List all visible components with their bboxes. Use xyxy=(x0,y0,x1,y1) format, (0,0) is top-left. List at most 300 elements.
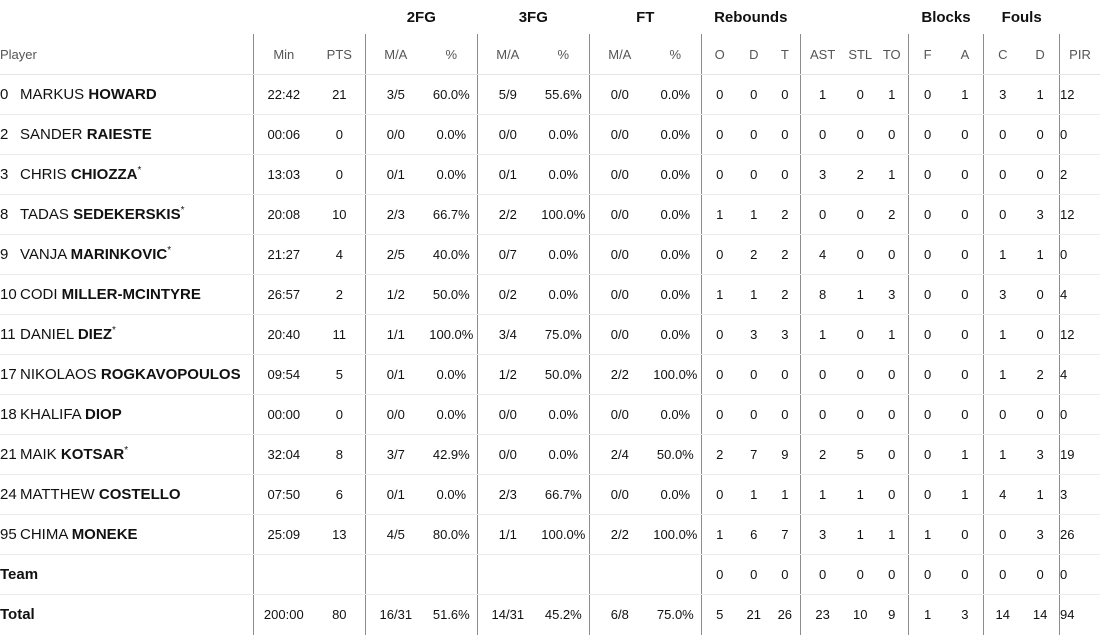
column-header-foul-d[interactable]: D xyxy=(1021,34,1059,75)
jersey-number: 24 xyxy=(0,486,17,503)
cell-blk-f: 0 xyxy=(908,155,946,195)
cell-pir: 0 xyxy=(1060,235,1100,275)
cell-ft-ma: 6/8 xyxy=(589,595,650,635)
cell-to: 0 xyxy=(876,435,908,475)
cell-min: 22:42 xyxy=(253,75,314,115)
cell-foul-d: 3 xyxy=(1021,435,1059,475)
column-header-pir[interactable]: PIR xyxy=(1060,34,1100,75)
cell-reb-t: 0 xyxy=(770,355,800,395)
cell-2fg-pct: 42.9% xyxy=(426,435,477,475)
cell-foul-d: 1 xyxy=(1021,75,1059,115)
cell-foul-c: 1 xyxy=(984,315,1021,355)
cell-2fg-ma xyxy=(365,555,426,595)
cell-2fg-ma: 0/1 xyxy=(365,475,426,515)
cell-blk-f: 0 xyxy=(908,435,946,475)
player-name-cell[interactable] xyxy=(0,115,253,155)
group-header-2fg: 2FG xyxy=(406,8,436,26)
player-name-cell[interactable] xyxy=(0,355,253,395)
cell-blk-f: 0 xyxy=(908,115,946,155)
cell-foul-c: 1 xyxy=(984,435,1021,475)
jersey-number: 17 xyxy=(0,366,17,383)
group-header-rebounds: Rebounds xyxy=(714,8,788,26)
cell-reb-o: 1 xyxy=(701,515,737,555)
cell-3fg-ma: 0/7 xyxy=(477,235,538,275)
cell-reb-t: 1 xyxy=(770,475,800,515)
cell-min: 07:50 xyxy=(253,475,314,515)
jersey-number: 95 xyxy=(0,526,17,543)
cell-to: 0 xyxy=(876,235,908,275)
cell-to: 1 xyxy=(876,515,908,555)
cell-reb-o: 0 xyxy=(701,555,737,595)
cell-foul-d: 0 xyxy=(1021,155,1059,195)
jersey-number: 3 xyxy=(0,166,9,183)
cell-ft-ma: 0/0 xyxy=(589,395,650,435)
cell-to: 0 xyxy=(876,355,908,395)
cell-ft-pct: 0.0% xyxy=(650,195,701,235)
cell-reb-t: 26 xyxy=(777,607,793,623)
cell-blk-f: 0 xyxy=(908,555,946,595)
cell-foul-c: 3 xyxy=(984,75,1021,115)
starter-marker: * xyxy=(167,245,172,256)
player-first-name: TADAS xyxy=(20,206,69,223)
column-header-blk-f[interactable]: F xyxy=(908,34,946,75)
jersey-number: 2 xyxy=(0,126,9,143)
cell-ast: 4 xyxy=(800,235,844,275)
cell-reb-t: 2 xyxy=(770,195,800,235)
cell-stl: 5 xyxy=(845,435,876,475)
cell-3fg-ma: 0/0 xyxy=(477,395,538,435)
cell-reb-t: 2 xyxy=(770,235,800,275)
cell-foul-d: 0 xyxy=(1021,115,1059,155)
cell-reb-o: 0 xyxy=(701,235,737,275)
cell-pir: 19 xyxy=(1060,435,1100,475)
player-first-name: MAIK xyxy=(20,446,57,463)
column-header-reb-o[interactable]: O xyxy=(701,34,737,75)
cell-min: 00:00 xyxy=(253,395,314,435)
cell-pts: 6 xyxy=(314,475,365,515)
column-header-foul-c[interactable]: C xyxy=(984,34,1021,75)
player-row[interactable] xyxy=(0,435,1100,475)
cell-foul-d: 0 xyxy=(1021,395,1059,435)
cell-blk-a: 0 xyxy=(947,155,984,195)
cell-foul-c: 0 xyxy=(984,515,1021,555)
cell-stl: 0 xyxy=(845,395,876,435)
cell-reb-d: 0 xyxy=(738,355,770,395)
cell-blk-f: 0 xyxy=(908,275,946,315)
cell-reb-d: 3 xyxy=(738,315,770,355)
cell-foul-c: 3 xyxy=(984,275,1021,315)
column-header-ft-ma[interactable]: M/A xyxy=(589,34,650,75)
player-first-name: NIKOLAOS xyxy=(20,366,97,383)
cell-reb-o: 2 xyxy=(701,435,737,475)
cell-ft-pct: 0.0% xyxy=(650,275,701,315)
cell-pir: 0 xyxy=(1060,555,1100,595)
cell-min: 21:27 xyxy=(253,235,314,275)
cell-ast: 0 xyxy=(800,195,844,235)
cell-ft-pct: 100.0% xyxy=(650,355,701,395)
cell-blk-a: 0 xyxy=(947,395,984,435)
cell-ft-ma: 2/2 xyxy=(589,515,650,555)
cell-stl: 0 xyxy=(845,75,876,115)
column-header-ft-pct[interactable]: % xyxy=(650,34,701,75)
player-row[interactable] xyxy=(0,515,1100,555)
cell-reb-d: 7 xyxy=(738,435,770,475)
cell-pir: 26 xyxy=(1060,515,1100,555)
cell-2fg-ma: 0/0 xyxy=(365,395,426,435)
cell-pts: 11 xyxy=(314,315,365,355)
cell-3fg-pct: 100.0% xyxy=(538,515,589,555)
group-header-blocks: Blocks xyxy=(921,8,971,26)
cell-reb-d: 0 xyxy=(738,395,770,435)
cell-pir: 3 xyxy=(1060,475,1100,515)
cell-3fg-ma: 1/2 xyxy=(477,355,538,395)
player-row[interactable] xyxy=(0,235,1100,275)
column-header-reb-t[interactable]: T xyxy=(770,34,800,75)
cell-ft-pct: 75.0% xyxy=(656,607,694,623)
cell-3fg-ma: 5/9 xyxy=(477,75,538,115)
column-header-min[interactable]: Min xyxy=(253,34,314,75)
starter-marker: * xyxy=(137,165,142,176)
cell-to: 3 xyxy=(876,275,908,315)
cell-pts: 13 xyxy=(314,515,365,555)
column-header-ast[interactable]: AST xyxy=(800,34,844,75)
cell-pir: 2 xyxy=(1060,155,1100,195)
cell-2fg-pct: 80.0% xyxy=(426,515,477,555)
cell-stl: 2 xyxy=(845,155,876,195)
starter-marker: * xyxy=(124,445,129,456)
team-label: Team xyxy=(0,555,253,595)
cell-to: 1 xyxy=(876,315,908,355)
cell-reb-d: 0 xyxy=(738,75,770,115)
column-header-blk-a[interactable]: A xyxy=(947,34,984,75)
cell-ft-ma: 0/0 xyxy=(589,155,650,195)
cell-reb-o: 0 xyxy=(701,475,737,515)
cell-stl: 0 xyxy=(845,235,876,275)
player-name-cell[interactable] xyxy=(0,75,253,115)
cell-2fg-pct: 60.0% xyxy=(426,75,477,115)
cell-ft-pct: 0.0% xyxy=(650,75,701,115)
cell-min: 00:06 xyxy=(253,115,314,155)
jersey-number: 10 xyxy=(0,286,17,303)
cell-2fg-pct: 50.0% xyxy=(426,275,477,315)
column-header-row xyxy=(0,34,1100,75)
cell-min: 25:09 xyxy=(253,515,314,555)
cell-2fg-pct: 0.0% xyxy=(426,355,477,395)
cell-3fg-pct: 50.0% xyxy=(538,355,589,395)
cell-blk-a: 0 xyxy=(947,235,984,275)
cell-min: 20:40 xyxy=(253,315,314,355)
cell-3fg-ma xyxy=(477,555,538,595)
cell-3fg-pct: 0.0% xyxy=(538,435,589,475)
player-last-name: MONEKE xyxy=(71,526,138,543)
cell-pts: 0 xyxy=(314,115,365,155)
cell-blk-a: 1 xyxy=(947,75,984,115)
cell-2fg-ma: 4/5 xyxy=(365,515,426,555)
cell-pts: 8 xyxy=(314,435,365,475)
cell-2fg-ma: 16/31 xyxy=(365,595,426,635)
cell-foul-c: 0 xyxy=(984,195,1021,235)
player-row[interactable] xyxy=(0,355,1100,395)
cell-stl: 0 xyxy=(845,555,876,595)
cell-stl: 10 xyxy=(853,607,868,623)
player-row[interactable] xyxy=(0,475,1100,515)
player-first-name: VANJA xyxy=(20,246,67,263)
team-row xyxy=(0,555,1100,595)
cell-3fg-ma: 2/2 xyxy=(477,195,538,235)
cell-2fg-ma: 0/1 xyxy=(365,355,426,395)
group-header-3fg: 3FG xyxy=(518,8,548,26)
column-header-3fg-pct[interactable]: % xyxy=(538,34,589,75)
cell-pir: 4 xyxy=(1060,355,1100,395)
cell-blk-f: 0 xyxy=(908,395,946,435)
column-header-3fg-ma[interactable]: M/A xyxy=(477,34,538,75)
cell-3fg-pct: 0.0% xyxy=(538,395,589,435)
cell-ast: 0 xyxy=(800,555,844,595)
cell-3fg-ma: 0/0 xyxy=(477,115,538,155)
cell-to: 0 xyxy=(876,555,908,595)
cell-blk-a: 0 xyxy=(947,195,984,235)
cell-ft-pct: 100.0% xyxy=(650,515,701,555)
cell-3fg-pct: 45.2% xyxy=(544,607,582,623)
cell-reb-d: 1 xyxy=(738,275,770,315)
cell-pts: 0 xyxy=(314,395,365,435)
cell-ast: 0 xyxy=(800,355,844,395)
column-header-pts[interactable]: PTS xyxy=(314,34,365,75)
cell-ft-pct xyxy=(650,555,701,595)
cell-blk-f: 0 xyxy=(908,355,946,395)
cell-blk-a: 0 xyxy=(947,315,984,355)
player-row[interactable] xyxy=(0,195,1100,235)
cell-ft-pct: 50.0% xyxy=(650,435,701,475)
cell-min: 200:00 xyxy=(253,595,314,635)
cell-blk-f: 0 xyxy=(908,75,946,115)
cell-reb-d: 2 xyxy=(738,235,770,275)
column-header-reb-d[interactable]: D xyxy=(738,34,770,75)
player-first-name: MARKUS xyxy=(20,86,85,103)
starter-marker: * xyxy=(111,325,116,336)
column-header-stl[interactable]: STL xyxy=(845,34,876,75)
cell-2fg-ma: 2/3 xyxy=(365,195,426,235)
cell-ft-ma: 0/0 xyxy=(589,275,650,315)
cell-reb-o: 0 xyxy=(701,75,737,115)
cell-foul-c: 0 xyxy=(984,155,1021,195)
cell-foul-c: 0 xyxy=(984,395,1021,435)
player-row[interactable] xyxy=(0,315,1100,355)
player-name-cell[interactable] xyxy=(0,395,253,435)
player-first-name: CHIMA xyxy=(20,526,68,543)
player-name-cell[interactable] xyxy=(0,235,253,275)
player-row[interactable] xyxy=(0,395,1100,435)
player-first-name: CODI xyxy=(20,286,58,303)
cell-ast: 3 xyxy=(800,515,844,555)
cell-2fg-pct: 40.0% xyxy=(426,235,477,275)
cell-foul-d: 14 xyxy=(1032,607,1048,623)
cell-foul-d: 1 xyxy=(1021,475,1059,515)
cell-3fg-pct: 100.0% xyxy=(538,195,589,235)
cell-pts: 21 xyxy=(314,75,365,115)
player-last-name: DIOP xyxy=(85,406,122,423)
cell-min: 13:03 xyxy=(253,155,314,195)
column-header-2fg-ma[interactable]: M/A xyxy=(365,34,426,75)
cell-2fg-ma: 0/0 xyxy=(365,115,426,155)
cell-foul-d: 1 xyxy=(1021,235,1059,275)
player-last-name: CHIOZZA xyxy=(70,166,138,183)
cell-blk-f: 0 xyxy=(908,195,946,235)
column-header-2fg-pct[interactable]: % xyxy=(426,34,477,75)
cell-ft-ma: 2/2 xyxy=(589,355,650,395)
cell-to: 1 xyxy=(876,75,908,115)
cell-3fg-pct: 0.0% xyxy=(538,155,589,195)
cell-pir: 12 xyxy=(1060,195,1100,235)
cell-2fg-ma: 3/7 xyxy=(365,435,426,475)
player-name-cell[interactable] xyxy=(0,475,253,515)
cell-reb-t: 9 xyxy=(770,435,800,475)
cell-2fg-pct: 0.0% xyxy=(426,395,477,435)
player-row[interactable] xyxy=(0,155,1100,195)
cell-ft-pct: 0.0% xyxy=(650,315,701,355)
cell-reb-t: 3 xyxy=(770,315,800,355)
cell-pts xyxy=(314,555,365,595)
cell-2fg-pct: 100.0% xyxy=(426,315,477,355)
cell-foul-c: 14 xyxy=(984,595,1021,635)
cell-ast: 0 xyxy=(800,395,844,435)
cell-2fg-pct: 0.0% xyxy=(426,155,477,195)
cell-to: 0 xyxy=(876,395,908,435)
cell-to: 0 xyxy=(876,115,908,155)
cell-ast: 1 xyxy=(800,475,844,515)
cell-stl: 0 xyxy=(845,315,876,355)
cell-ast: 2 xyxy=(800,435,844,475)
cell-ast: 3 xyxy=(800,155,844,195)
player-last-name: KOTSAR xyxy=(60,446,125,463)
cell-ft-pct: 0.0% xyxy=(650,475,701,515)
group-header-fouls: Fouls xyxy=(1001,8,1042,26)
cell-ft-ma: 2/4 xyxy=(589,435,650,475)
cell-2fg-ma: 0/1 xyxy=(365,155,426,195)
player-name-cell[interactable] xyxy=(0,515,253,555)
cell-blk-a: 1 xyxy=(947,435,984,475)
group-header-ft: FT xyxy=(636,8,655,26)
cell-ast: 23 xyxy=(800,595,844,635)
cell-blk-f: 1 xyxy=(908,515,946,555)
player-last-name: DIEZ xyxy=(77,326,112,343)
cell-blk-f: 0 xyxy=(908,475,946,515)
cell-ast: 1 xyxy=(800,75,844,115)
cell-ast: 8 xyxy=(800,275,844,315)
cell-stl: 1 xyxy=(845,515,876,555)
cell-blk-a: 0 xyxy=(947,555,984,595)
cell-reb-t: 2 xyxy=(770,275,800,315)
jersey-number: 11 xyxy=(0,326,16,343)
cell-stl: 0 xyxy=(845,195,876,235)
cell-2fg-pct: 0.0% xyxy=(426,475,477,515)
cell-foul-c: 0 xyxy=(984,555,1021,595)
cell-reb-d: 1 xyxy=(738,195,770,235)
total-label: Total xyxy=(0,606,35,624)
cell-reb-t: 0 xyxy=(770,155,800,195)
player-first-name: CHRIS xyxy=(20,166,67,183)
player-first-name: SANDER xyxy=(20,126,83,143)
cell-reb-d: 0 xyxy=(738,155,770,195)
cell-reb-o: 5 xyxy=(701,595,737,635)
cell-pts: 4 xyxy=(314,235,365,275)
player-first-name: DANIEL xyxy=(20,326,74,343)
cell-foul-c: 1 xyxy=(984,235,1021,275)
player-name-cell[interactable] xyxy=(0,195,253,235)
cell-3fg-ma: 0/0 xyxy=(477,435,538,475)
player-row[interactable] xyxy=(0,115,1100,155)
column-header-player[interactable]: Player xyxy=(0,34,253,75)
cell-pir: 0 xyxy=(1060,115,1100,155)
cell-reb-d: 1 xyxy=(738,475,770,515)
cell-blk-f: 1 xyxy=(908,595,946,635)
cell-foul-d: 3 xyxy=(1021,515,1059,555)
cell-reb-d: 0 xyxy=(738,555,770,595)
cell-3fg-pct: 0.0% xyxy=(538,235,589,275)
cell-ft-ma: 0/0 xyxy=(589,75,650,115)
cell-blk-a: 0 xyxy=(947,355,984,395)
cell-reb-t: 0 xyxy=(770,75,800,115)
cell-3fg-pct: 0.0% xyxy=(538,115,589,155)
cell-foul-d: 0 xyxy=(1021,275,1059,315)
player-name-cell[interactable] xyxy=(0,315,253,355)
cell-to: 2 xyxy=(876,195,908,235)
player-last-name: COSTELLO xyxy=(98,486,181,503)
cell-foul-d: 0 xyxy=(1021,555,1059,595)
player-row[interactable] xyxy=(0,75,1100,115)
cell-pts: 5 xyxy=(314,355,365,395)
cell-min: 20:08 xyxy=(253,195,314,235)
jersey-number: 0 xyxy=(0,86,9,103)
cell-2fg-ma: 1/2 xyxy=(365,275,426,315)
player-row[interactable] xyxy=(0,275,1100,315)
cell-to: 0 xyxy=(876,475,908,515)
player-name-cell[interactable] xyxy=(0,155,253,195)
starter-marker: * xyxy=(180,205,185,216)
cell-2fg-pct xyxy=(426,555,477,595)
cell-blk-a: 1 xyxy=(947,475,984,515)
cell-pts: 80 xyxy=(332,607,347,623)
cell-reb-d: 0 xyxy=(738,115,770,155)
player-first-name: KHALIFA xyxy=(20,406,81,423)
cell-reb-o: 1 xyxy=(701,195,737,235)
cell-ft-pct: 0.0% xyxy=(650,235,701,275)
cell-min xyxy=(253,555,314,595)
cell-reb-d: 6 xyxy=(738,515,770,555)
player-name-cell[interactable] xyxy=(0,275,253,315)
cell-ft-pct: 0.0% xyxy=(650,395,701,435)
column-header-to[interactable]: TO xyxy=(876,34,908,75)
jersey-number: 18 xyxy=(0,406,17,423)
cell-pir: 12 xyxy=(1060,75,1100,115)
cell-3fg-ma: 0/1 xyxy=(477,155,538,195)
cell-reb-o: 0 xyxy=(701,395,737,435)
player-last-name: ROGKAVOPOULOS xyxy=(100,366,241,383)
jersey-number: 9 xyxy=(0,246,9,263)
cell-3fg-pct: 0.0% xyxy=(538,275,589,315)
cell-reb-o: 0 xyxy=(701,355,737,395)
cell-stl: 0 xyxy=(845,355,876,395)
jersey-number: 8 xyxy=(0,206,9,223)
cell-ft-ma xyxy=(589,555,650,595)
cell-3fg-pct: 55.6% xyxy=(538,75,589,115)
cell-foul-d: 2 xyxy=(1021,355,1059,395)
cell-reb-t: 7 xyxy=(770,515,800,555)
player-last-name: SEDEKERSKIS xyxy=(73,206,181,223)
player-name-cell[interactable] xyxy=(0,435,253,475)
cell-2fg-pct: 0.0% xyxy=(426,115,477,155)
player-last-name: MARINKOVIC xyxy=(70,246,168,263)
